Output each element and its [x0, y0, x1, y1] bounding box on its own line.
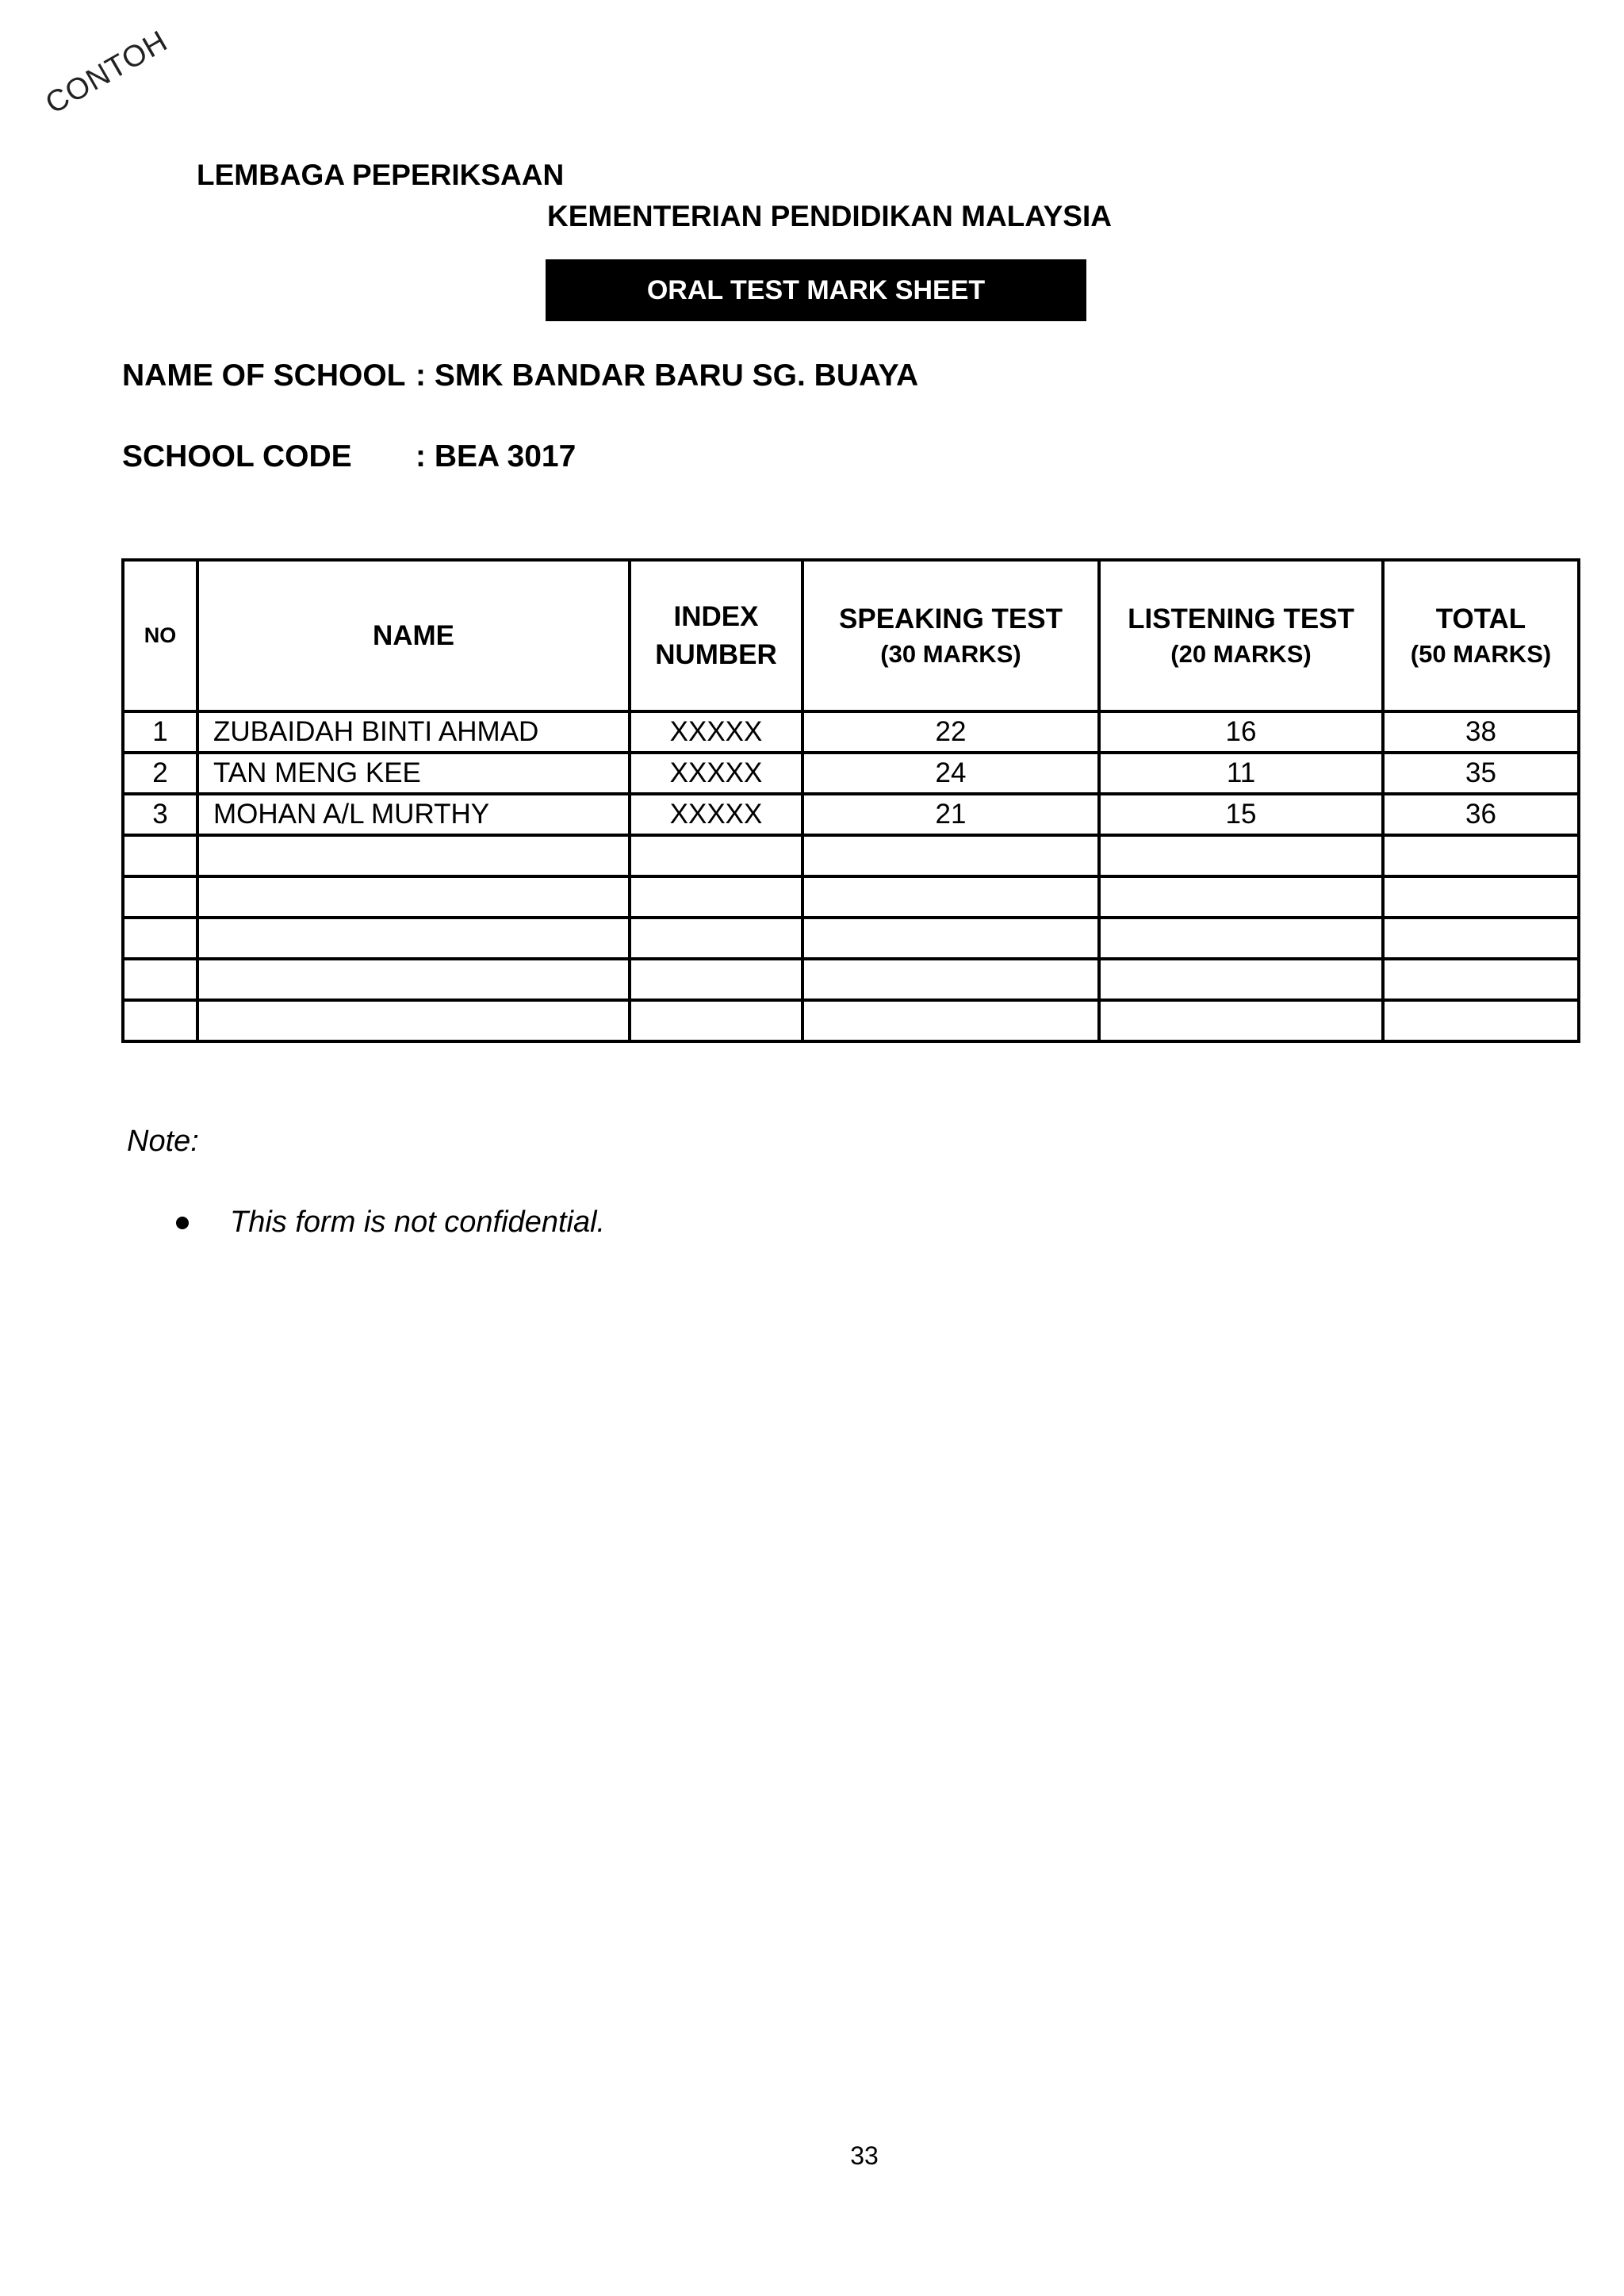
- header-listening-marks: (20 MARKS): [1170, 640, 1312, 669]
- mark-sheet-table: [121, 558, 1580, 1043]
- cell-no: [123, 918, 197, 959]
- header-index-line2: NUMBER: [655, 638, 777, 670]
- cell-index: XXXXX: [630, 711, 802, 753]
- cell-total: 38: [1383, 711, 1579, 753]
- cell-listening: 11: [1099, 753, 1383, 794]
- cell-index: XXXXX: [630, 753, 802, 794]
- cell-no: 3: [123, 794, 197, 835]
- header-index-line1: INDEX: [673, 601, 759, 633]
- school-code-value: : BEA 3017: [416, 439, 576, 473]
- page-number: 33: [850, 2141, 879, 2170]
- cell-speaking: [802, 876, 1099, 918]
- cell-name: [197, 876, 630, 918]
- table-row-empty: [123, 1000, 1579, 1041]
- cell-name: TAN MENG KEE: [197, 753, 630, 794]
- header-total-title: TOTAL: [1435, 603, 1526, 634]
- cell-name: [197, 959, 630, 1000]
- header-listening: [1099, 560, 1383, 711]
- table-row: [123, 711, 1579, 753]
- cell-total: [1383, 1000, 1579, 1041]
- cell-speaking: [802, 1000, 1099, 1041]
- school-name-value: : SMK BANDAR BARU SG. BUAYA: [416, 358, 919, 393]
- school-code-row: [122, 439, 576, 474]
- cell-total: [1383, 959, 1579, 1000]
- table-row: [123, 753, 1579, 794]
- contoh-stamp: CONTOH: [40, 24, 174, 121]
- ministry-heading: KEMENTERIAN PENDIDIKAN MALAYSIA: [547, 200, 1112, 232]
- table-row-empty: [123, 918, 1579, 959]
- cell-speaking: 22: [802, 711, 1099, 753]
- cell-listening: [1099, 959, 1383, 1000]
- cell-listening: 15: [1099, 794, 1383, 835]
- cell-speaking: 21: [802, 794, 1099, 835]
- header-listening-title: LISTENING TEST: [1128, 603, 1354, 634]
- table-header-row: [123, 560, 1579, 711]
- cell-index: [630, 1000, 802, 1041]
- org-heading: LEMBAGA PEPERIKSAAN: [197, 159, 565, 191]
- cell-speaking: [802, 959, 1099, 1000]
- cell-total: 35: [1383, 753, 1579, 794]
- cell-listening: 16: [1099, 711, 1383, 753]
- cell-total: [1383, 918, 1579, 959]
- cell-no: [123, 876, 197, 918]
- cell-total: [1383, 876, 1579, 918]
- table-row-empty: [123, 876, 1579, 918]
- header-no: NO: [123, 560, 197, 711]
- cell-listening: [1099, 835, 1383, 876]
- cell-total: 36: [1383, 794, 1579, 835]
- school-name-row: [122, 358, 918, 393]
- cell-index: [630, 835, 802, 876]
- header-speaking-title: SPEAKING TEST: [839, 603, 1063, 634]
- cell-name: [197, 918, 630, 959]
- cell-name: MOHAN A/L MURTHY: [197, 794, 630, 835]
- header-index: [630, 560, 802, 711]
- table-row: [123, 794, 1579, 835]
- cell-listening: [1099, 918, 1383, 959]
- cell-no: [123, 959, 197, 1000]
- cell-index: [630, 876, 802, 918]
- cell-listening: [1099, 1000, 1383, 1041]
- cell-index: XXXXX: [630, 794, 802, 835]
- cell-speaking: [802, 918, 1099, 959]
- cell-listening: [1099, 876, 1383, 918]
- cell-name: [197, 1000, 630, 1041]
- note-item: [173, 1205, 605, 1240]
- cell-speaking: 24: [802, 753, 1099, 794]
- header-speaking-marks: (30 MARKS): [880, 640, 1021, 669]
- cell-name: [197, 835, 630, 876]
- header-speaking: [802, 560, 1099, 711]
- cell-index: [630, 959, 802, 1000]
- school-code-label: SCHOOL CODE: [122, 439, 352, 473]
- cell-total: [1383, 835, 1579, 876]
- header-total-marks: (50 MARKS): [1410, 640, 1552, 669]
- cell-no: [123, 1000, 197, 1041]
- cell-index: [630, 918, 802, 959]
- header-name: NAME: [197, 560, 630, 711]
- bullet-icon: [176, 1217, 189, 1229]
- cell-no: [123, 835, 197, 876]
- header-total: [1383, 560, 1579, 711]
- cell-name: ZUBAIDAH BINTI AHMAD: [197, 711, 630, 753]
- cell-no: 1: [123, 711, 197, 753]
- cell-speaking: [802, 835, 1099, 876]
- note-label: Note:: [127, 1125, 199, 1158]
- school-name-label: NAME OF SCHOOL: [122, 358, 406, 393]
- cell-no: 2: [123, 753, 197, 794]
- table-row-empty: [123, 835, 1579, 876]
- sheet-title-bar: [546, 259, 1086, 321]
- table-row-empty: [123, 959, 1579, 1000]
- note-item-text: This form is not confidential.: [230, 1205, 606, 1239]
- sheet-title: ORAL TEST MARK SHEET: [646, 274, 986, 305]
